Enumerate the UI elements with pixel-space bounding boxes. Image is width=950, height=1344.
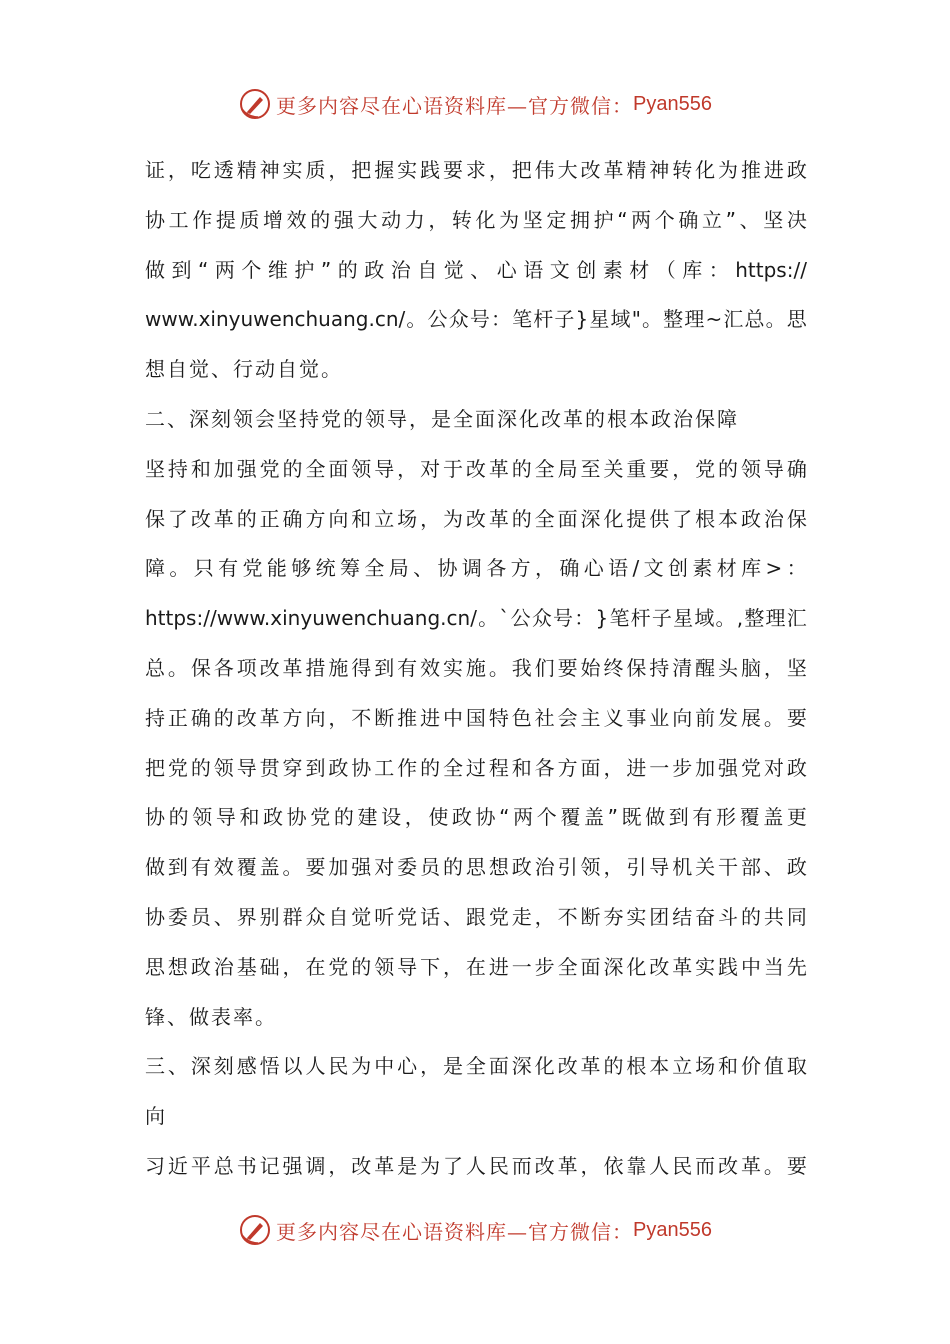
body-text-line: 证 ， 吃 透 精 神 实 质 ， 把 握 实 践 要 求 ， 把 伟 大 改 革 精 神 转 化 为 推 进 政 (145, 158, 807, 182)
document-body (145, 150, 807, 1196)
body-text-line: 二、深刻领会坚持党的领导，是全面深化改革的根本政治保障 (145, 406, 739, 431)
body-text-line: 向 (145, 1104, 167, 1129)
body-text-line: 坚 持 和 加 强 党 的 全 面 领 导 ， 对 于 改 革 的 全 局 至 关 重 要 ， 党 的 领 导 确 (145, 456, 807, 481)
body-text-line: 协 委 员 、 界 别 群 众 自 觉 听 党 话 、 跟 党 走 ， 不 断 夯 实 团 结 奋 斗 的 共 同 (145, 904, 807, 929)
body-text-line: 想自觉、行动自觉。 (145, 357, 343, 382)
body-text-line: 障 。 只 有 党 能 够 统 筹 全 局 、 协 调 各 方 ， 确 心 语 / 文 创 素 材 库 > ： (145, 556, 807, 581)
banner-wechat-handle: Pyan556 (633, 1218, 712, 1241)
banner-wechat-handle: Pyan556 (633, 92, 712, 115)
body-text-line: 总 。 保 各 项 改 革 措 施 得 到 有 效 实 施 。 我 们 要 始 终 保 持 清 醒 头 脑 ， 坚 (145, 655, 807, 680)
body-text-line: 习 近 平 总 书 记 强 调 ， 改 革 是 为 了 人 民 而 改 革 ， 依 靠 人 民 而 改 革 。 要 (145, 1153, 807, 1178)
body-text-line: 协 的 领 导 和 政 协 党 的 建 设 ， 使 政 协 “ 两 个 覆 盖 ” 既 做 到 有 形 覆 盖 更 (145, 805, 807, 830)
body-text-line: 思 想 政 治 基 础 ， 在 党 的 领 导 下 ， 在 进 一 步 全 面 深 化 改 革 实 践 中 当 先 (145, 954, 807, 979)
footer-banner (0, 1210, 950, 1250)
body-text-line: 锋、做表率。 (145, 1004, 277, 1029)
banner-text: 更多内容尽在心语资料库—官方微信： (276, 93, 634, 118)
body-text-line: www.xinyuwenchuang.cn/ 。 公 众 号 ： 笔 杆 子 } 星 域 " 。 整 理 ~ 汇 总 。 思 (145, 307, 807, 332)
pen-logo-icon (238, 1213, 272, 1247)
banner-text: 更多内容尽在心语资料库—官方微信： (276, 1219, 634, 1244)
body-text-line: 保 了 改 革 的 正 确 方 向 和 立 场 ， 为 改 革 的 全 面 深 化 提 供 了 根 本 政 治 保 (145, 506, 807, 531)
pen-logo-icon (238, 87, 272, 121)
header-banner (0, 84, 950, 124)
body-text-line: 做 到 “ 两 个 维 护 ” 的 政 治 自 觉 、 心 语 文 创 素 材 （ 库 ： https:// (145, 257, 807, 282)
body-text-line: 协 工 作 提 质 增 效 的 强 大 动 力 ， 转 化 为 坚 定 拥 护 “ 两 个 确 立 ” 、 坚 决 (145, 207, 807, 232)
body-text-line: https://www.xinyuwenchuang.cn/ 。 ` 公 众 号 ： } 笔 杆 子 星 域 。 , 整 理 汇 (145, 606, 807, 631)
body-text-line: 三 、 深 刻 感 悟 以 人 民 为 中 心 ， 是 全 面 深 化 改 革 的 根 本 立 场 和 价 值 取 (145, 1054, 807, 1079)
body-text-line: 把 党 的 领 导 贯 穿 到 政 协 工 作 的 全 过 程 和 各 方 面 ， 进 一 步 加 强 党 对 政 (145, 755, 807, 780)
body-text-line: 持 正 确 的 改 革 方 向 ， 不 断 推 进 中 国 特 色 社 会 主 义 事 业 向 前 发 展 。 要 (145, 705, 807, 730)
body-text-line: 做 到 有 效 覆 盖 。 要 加 强 对 委 员 的 思 想 政 治 引 领 ， 引 导 机 关 干 部 、 政 (145, 855, 807, 880)
